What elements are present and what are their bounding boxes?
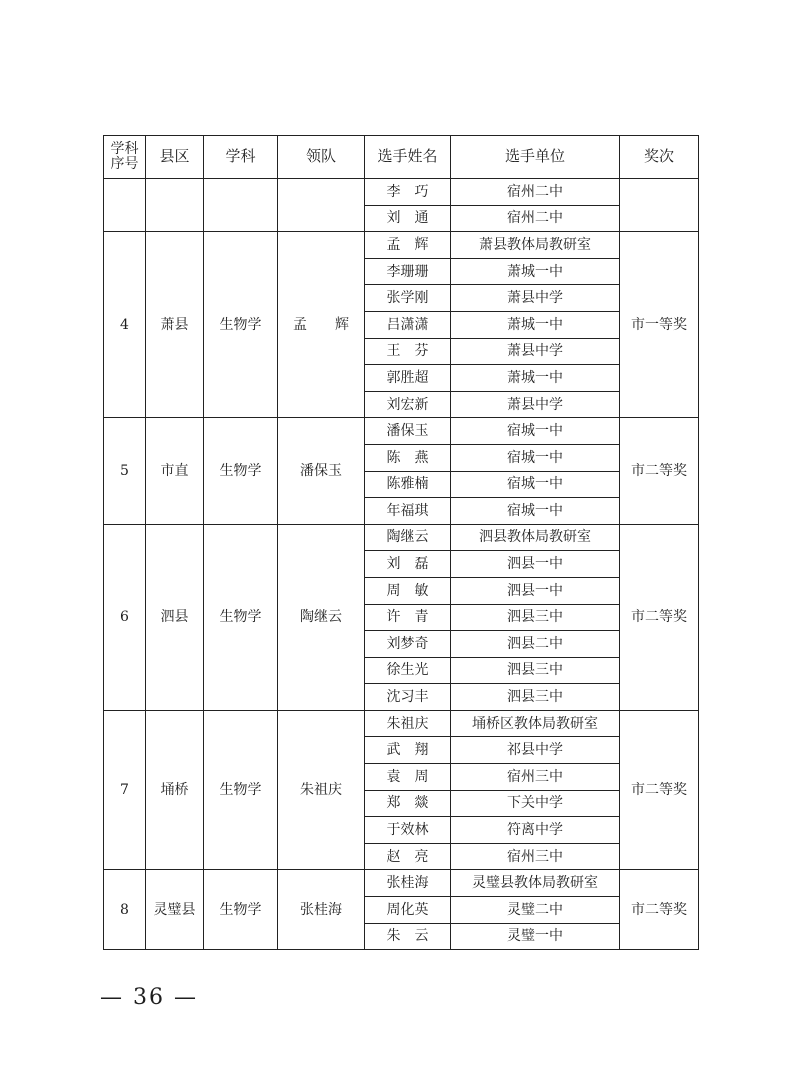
cell-unit: 灵璧县教体局教研室 [451, 870, 620, 897]
cell-name: 刘 磊 [365, 551, 451, 578]
cell-award: 市二等奖 [620, 870, 699, 950]
cell-award: 市一等奖 [620, 232, 699, 418]
header-row [104, 136, 699, 179]
cell-unit: 泗县三中 [451, 684, 620, 711]
cell-name: 赵 亮 [365, 843, 451, 870]
cell-unit: 泗县二中 [451, 631, 620, 658]
cell-unit: 灵璧二中 [451, 897, 620, 924]
table-row [104, 179, 699, 206]
cell-subject: 生物学 [204, 418, 278, 524]
header-unit: 选手单位 [451, 136, 620, 179]
cell-unit: 萧县中学 [451, 285, 620, 312]
cell-name: 陈雅楠 [365, 471, 451, 498]
table-row [104, 870, 699, 897]
cell-unit: 萧城一中 [451, 365, 620, 392]
cell-subject [204, 179, 278, 232]
cell-unit: 宿州二中 [451, 205, 620, 232]
cell-unit: 泗县一中 [451, 577, 620, 604]
cell-unit: 灵璧一中 [451, 923, 620, 950]
header-county: 县区 [146, 136, 204, 179]
cell-leader: 陶继云 [278, 524, 365, 710]
cell-name: 刘宏新 [365, 391, 451, 418]
header-name: 选手姓名 [365, 136, 451, 179]
cell-unit: 埇桥区教体局教研室 [451, 710, 620, 737]
cell-name: 周化英 [365, 897, 451, 924]
cell-unit: 宿城一中 [451, 418, 620, 445]
cell-seq: 5 [104, 418, 146, 524]
table-row [104, 710, 699, 737]
cell-unit: 祁县中学 [451, 737, 620, 764]
cell-unit: 泗县教体局教研室 [451, 524, 620, 551]
cell-name: 郭胜超 [365, 365, 451, 392]
header-seq: 学科 序号 [104, 136, 146, 179]
cell-name: 徐生光 [365, 657, 451, 684]
cell-unit: 泗县三中 [451, 604, 620, 631]
cell-unit: 宿城一中 [451, 471, 620, 498]
cell-seq [104, 179, 146, 232]
cell-name: 朱 云 [365, 923, 451, 950]
cell-county: 灵璧县 [146, 870, 204, 950]
cell-name: 吕潇潇 [365, 311, 451, 338]
cell-unit: 宿州三中 [451, 843, 620, 870]
header-award: 奖次 [620, 136, 699, 179]
cell-subject: 生物学 [204, 710, 278, 870]
cell-unit: 萧城一中 [451, 311, 620, 338]
cell-award [620, 179, 699, 232]
cell-subject: 生物学 [204, 870, 278, 950]
cell-unit: 萧县教体局教研室 [451, 232, 620, 259]
cell-name: 朱祖庆 [365, 710, 451, 737]
cell-leader: 潘保玉 [278, 418, 365, 524]
cell-name: 袁 周 [365, 764, 451, 791]
cell-leader: 张桂海 [278, 870, 365, 950]
cell-name: 王 芬 [365, 338, 451, 365]
cell-leader: 孟 辉 [278, 232, 365, 418]
cell-county [146, 179, 204, 232]
cell-unit: 泗县一中 [451, 551, 620, 578]
cell-name: 刘梦奇 [365, 631, 451, 658]
cell-seq: 6 [104, 524, 146, 710]
cell-unit: 符离中学 [451, 817, 620, 844]
cell-unit: 宿城一中 [451, 444, 620, 471]
cell-name: 孟 辉 [365, 232, 451, 259]
cell-name: 陶继云 [365, 524, 451, 551]
cell-seq: 4 [104, 232, 146, 418]
cell-seq: 8 [104, 870, 146, 950]
cell-leader [278, 179, 365, 232]
cell-name: 年福琪 [365, 498, 451, 525]
cell-award: 市二等奖 [620, 524, 699, 710]
cell-unit: 宿州二中 [451, 179, 620, 206]
cell-name: 郑 燚 [365, 790, 451, 817]
cell-unit: 萧城一中 [451, 258, 620, 285]
cell-name: 沈习丰 [365, 684, 451, 711]
cell-name: 周 敏 [365, 577, 451, 604]
page-number: — 36 — [100, 985, 198, 1010]
table-row [104, 524, 699, 551]
cell-county: 埇桥 [146, 710, 204, 870]
cell-name: 潘保玉 [365, 418, 451, 445]
cell-name: 张桂海 [365, 870, 451, 897]
header-leader: 领队 [278, 136, 365, 179]
cell-unit: 萧县中学 [451, 338, 620, 365]
cell-subject: 生物学 [204, 232, 278, 418]
award-table [103, 135, 699, 950]
cell-name: 李珊珊 [365, 258, 451, 285]
cell-unit: 泗县三中 [451, 657, 620, 684]
cell-county: 萧县 [146, 232, 204, 418]
cell-unit: 宿州三中 [451, 764, 620, 791]
cell-name: 许 青 [365, 604, 451, 631]
cell-unit: 宿城一中 [451, 498, 620, 525]
cell-award: 市二等奖 [620, 418, 699, 524]
cell-name: 于效林 [365, 817, 451, 844]
cell-subject: 生物学 [204, 524, 278, 710]
cell-name: 刘 通 [365, 205, 451, 232]
cell-name: 李 巧 [365, 179, 451, 206]
cell-name: 陈 燕 [365, 444, 451, 471]
cell-unit: 萧县中学 [451, 391, 620, 418]
table-body [104, 179, 699, 950]
cell-seq: 7 [104, 710, 146, 870]
cell-county: 泗县 [146, 524, 204, 710]
cell-name: 张学刚 [365, 285, 451, 312]
cell-county: 市直 [146, 418, 204, 524]
table-row [104, 418, 699, 445]
cell-award: 市二等奖 [620, 710, 699, 870]
header-subject: 学科 [204, 136, 278, 179]
cell-leader: 朱祖庆 [278, 710, 365, 870]
cell-name: 武 翔 [365, 737, 451, 764]
cell-unit: 下关中学 [451, 790, 620, 817]
table-row [104, 232, 699, 259]
